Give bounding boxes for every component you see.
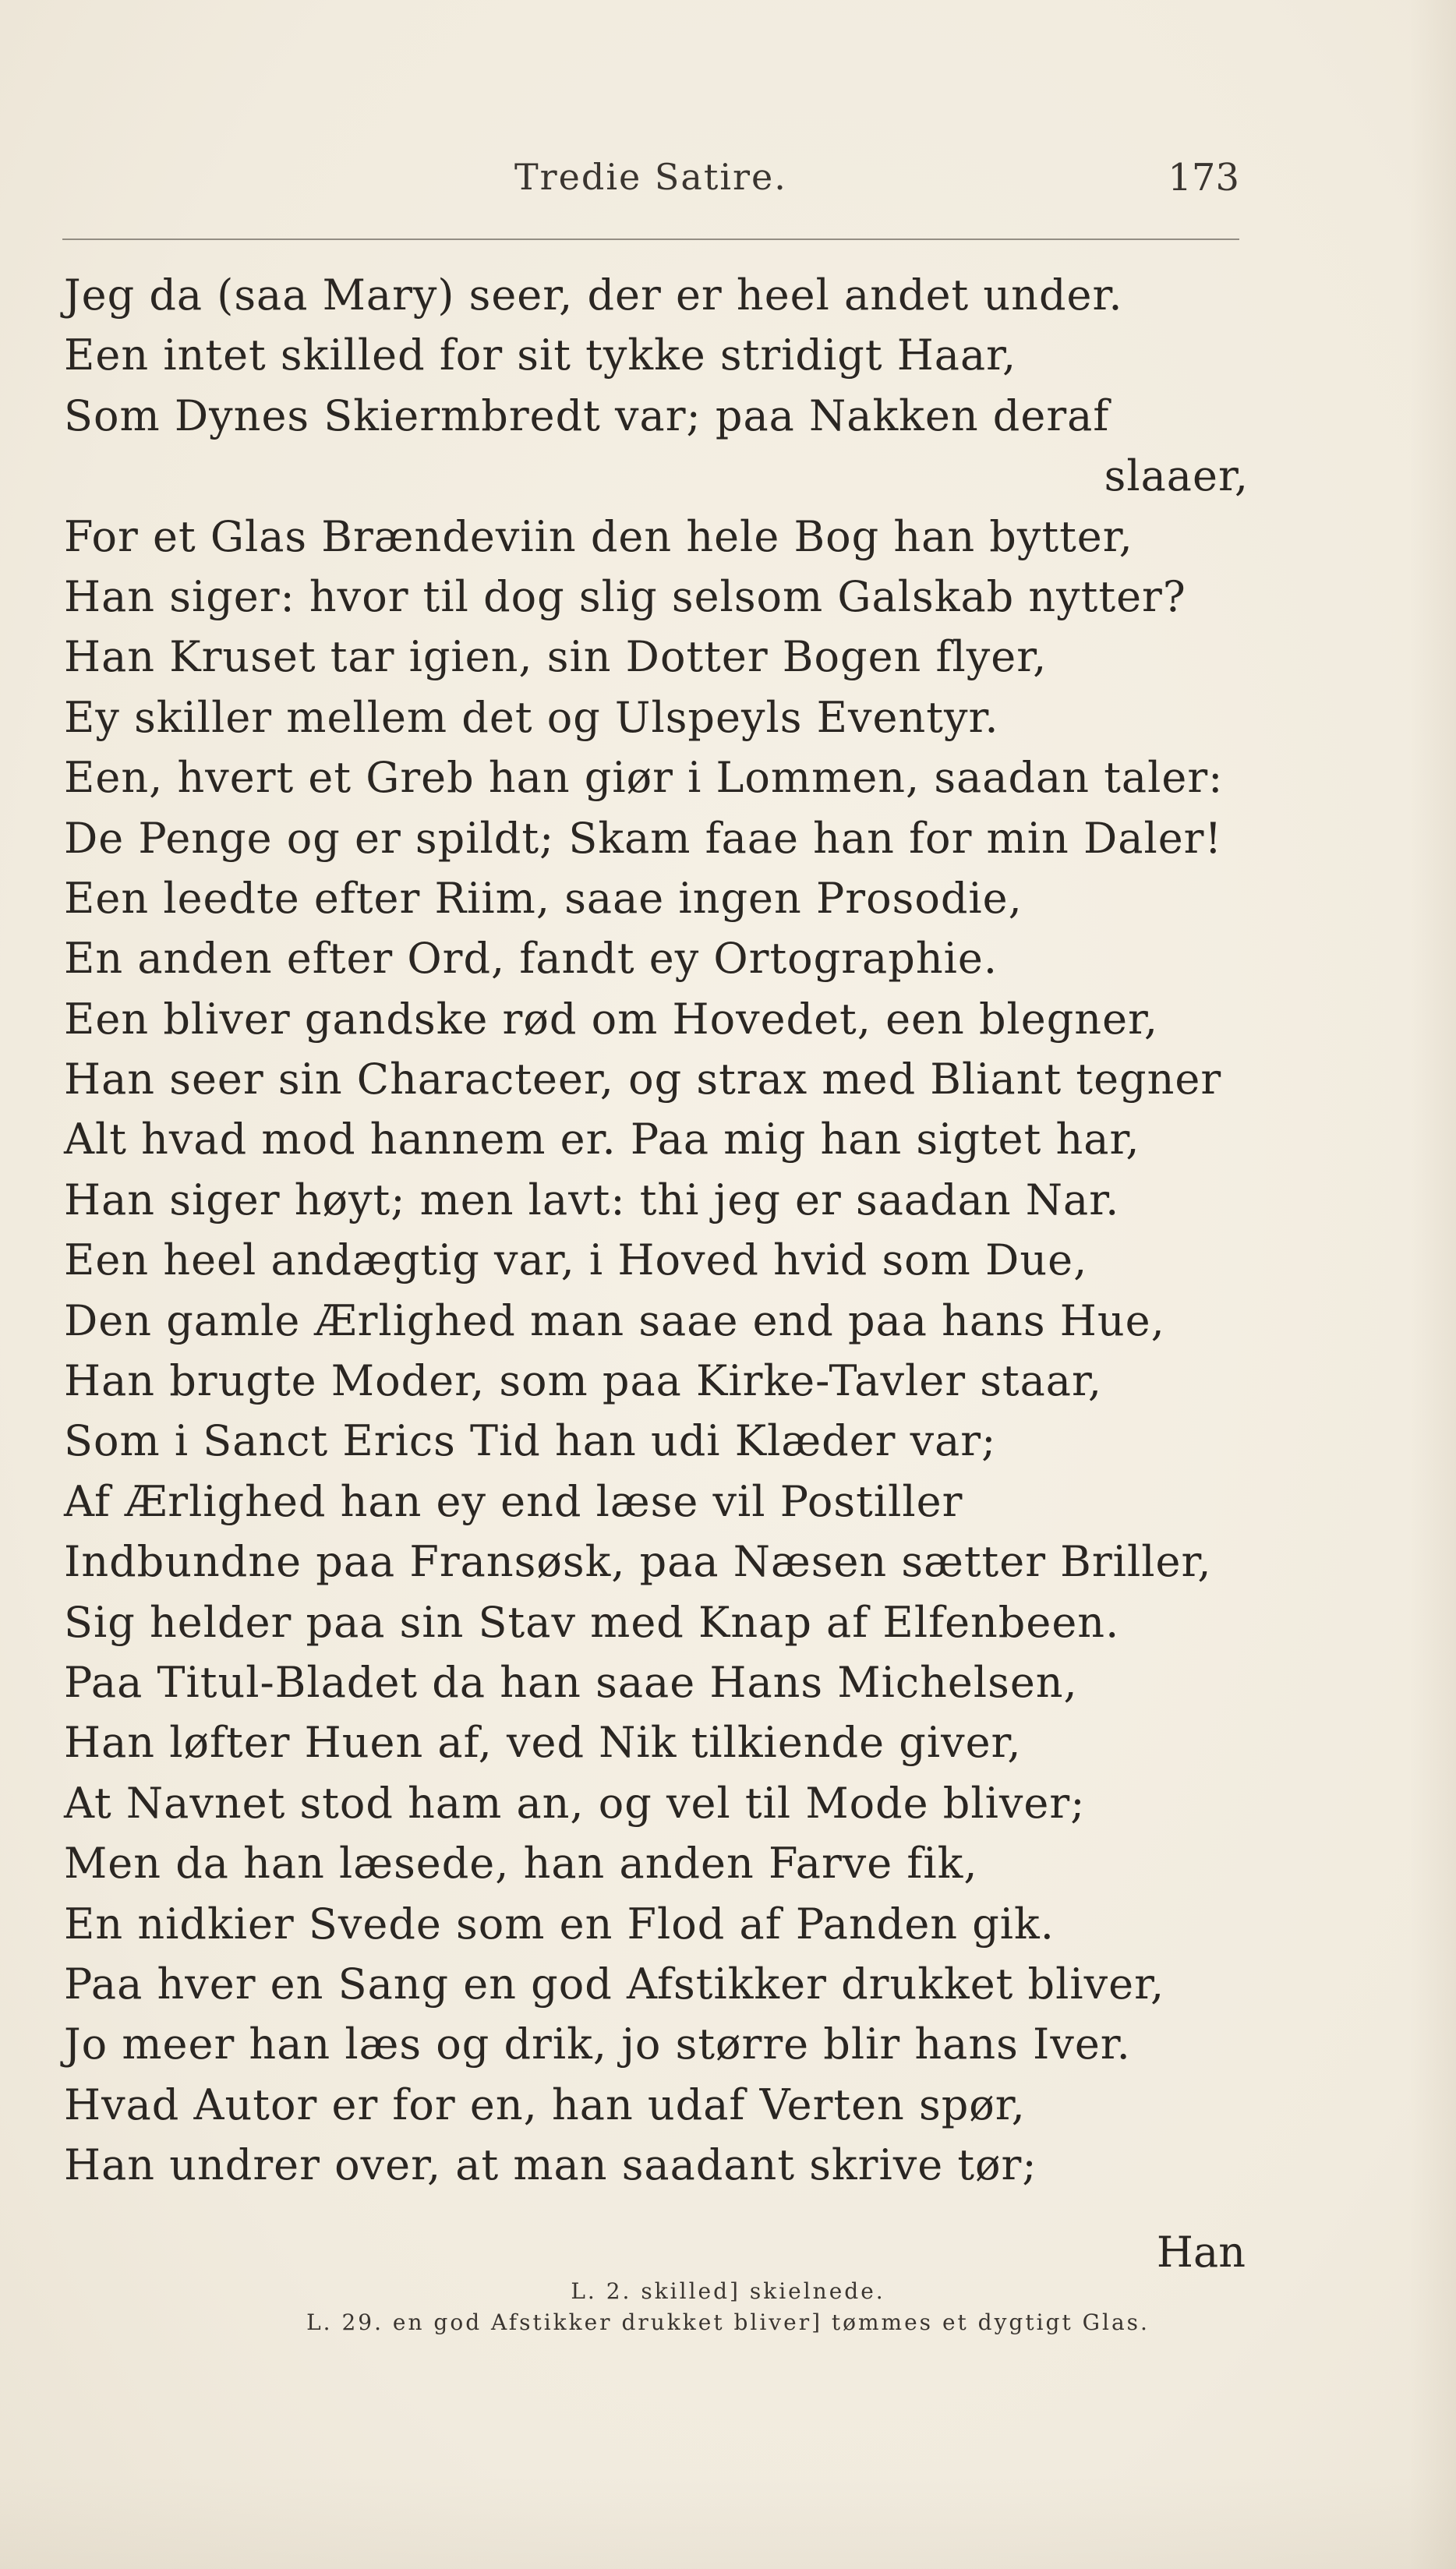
verse-line: Han siger høyt; men lavt: thi jeg er saadan Nar. <box>64 1175 1120 1224</box>
verse-line: Ey skiller mellem det og Ulspeyls Eventyr. <box>64 692 999 742</box>
verse-line: At Navnet stod ham an, og vel til Mode bliver; <box>64 1778 1086 1828</box>
verse-line: Den gamle Ærlighed man saae end paa hans Hue, <box>64 1295 1165 1345</box>
verse-line: Jo meer han læs og drik, jo større blir hans Iver. <box>64 2020 1131 2069</box>
verse-line: Een heel andægtig var, i Hoved hvid som Due, <box>64 1235 1088 1285</box>
verse-line: Som Dynes Skiermbredt var; paa Nakken deraf <box>64 390 1110 440</box>
verse-line: Han siger: hvor til dog slig selsom Galskab nytter? <box>64 571 1186 621</box>
verse-line: En anden efter Ord, fandt ey Ortographie. <box>64 934 998 984</box>
verse-line: Men da han læsede, han anden Farve fik, <box>64 1839 978 1889</box>
verse-line: Paa hver en Sang en god Afstikker drukket bliver, <box>64 1959 1165 2009</box>
page-edge-shadow <box>1409 0 1456 2569</box>
verse-line: Indbundne paa Fransøsk, paa Næsen sætter Briller, <box>64 1537 1212 1587</box>
verse-line: Paa Titul-Bladet da han saae Hans Michelsen, <box>64 1657 1078 1707</box>
verse-line-continuation: slaaer, <box>1104 451 1249 501</box>
page-bottom-shadow <box>0 2475 1456 2569</box>
verse-line: Alt hvad mod hannem er. Paa mig han sigtet har, <box>64 1115 1140 1164</box>
verse-line: En nidkier Svede som en Flod af Panden gik. <box>64 1899 1055 1949</box>
verse-line: Han undrer over, at man saadant skrive tør; <box>64 2140 1037 2190</box>
verse-line: Een leedte efter Riim, saae ingen Prosodie, <box>64 873 1023 923</box>
verse-line: Han brugte Moder, som paa Kirke-Tavler staar, <box>64 1356 1103 1406</box>
verse-line: For et Glas Brændeviin den hele Bog han bytter, <box>64 511 1133 561</box>
footnote: L. 2. skilled] skielnede. <box>571 2278 885 2304</box>
footnote: L. 29. en god Afstikker drukket bliver] tømmes et dygtigt Glas. <box>306 2309 1150 2335</box>
verse-line: Jeg da (saa Mary) seer, der er heel andet under. <box>64 270 1123 320</box>
verse-block <box>64 265 1249 2196</box>
verse-line: De Penge og er spildt; Skam faae han for min Daler! <box>64 813 1223 863</box>
page-number: 173 <box>1168 156 1239 200</box>
footnotes <box>0 2276 1456 2338</box>
verse-line: Een intet skilled for sit tykke stridigt Haar, <box>64 330 1017 380</box>
running-head: Tredie Satire. <box>514 156 787 198</box>
verse-line: Han løfter Huen af, ved Nik tilkiende giver, <box>64 1718 1022 1768</box>
verse-line: Han Kruset tar igien, sin Dotter Bogen flyer, <box>64 632 1048 682</box>
verse-line: Een bliver gandske rød om Hovedet, een blegner, <box>64 994 1159 1044</box>
verse-line: Af Ærlighed han ey end læse vil Postiller <box>64 1476 963 1526</box>
catchword: Han <box>1156 2228 1246 2277</box>
verse-line: Een, hvert et Greb han giør i Lommen, saadan taler: <box>64 753 1224 803</box>
page-header <box>62 156 1239 210</box>
verse-line: Sig helder paa sin Stav med Knap af Elfenbeen. <box>64 1597 1120 1647</box>
header-rule <box>62 239 1239 240</box>
verse-line: Hvad Autor er for en, han udaf Verten spør, <box>64 2080 1026 2129</box>
verse-line: Han seer sin Characteer, og strax med Bliant tegner <box>64 1055 1222 1104</box>
verse-line: Som i Sanct Erics Tid han udi Klæder var; <box>64 1416 997 1466</box>
